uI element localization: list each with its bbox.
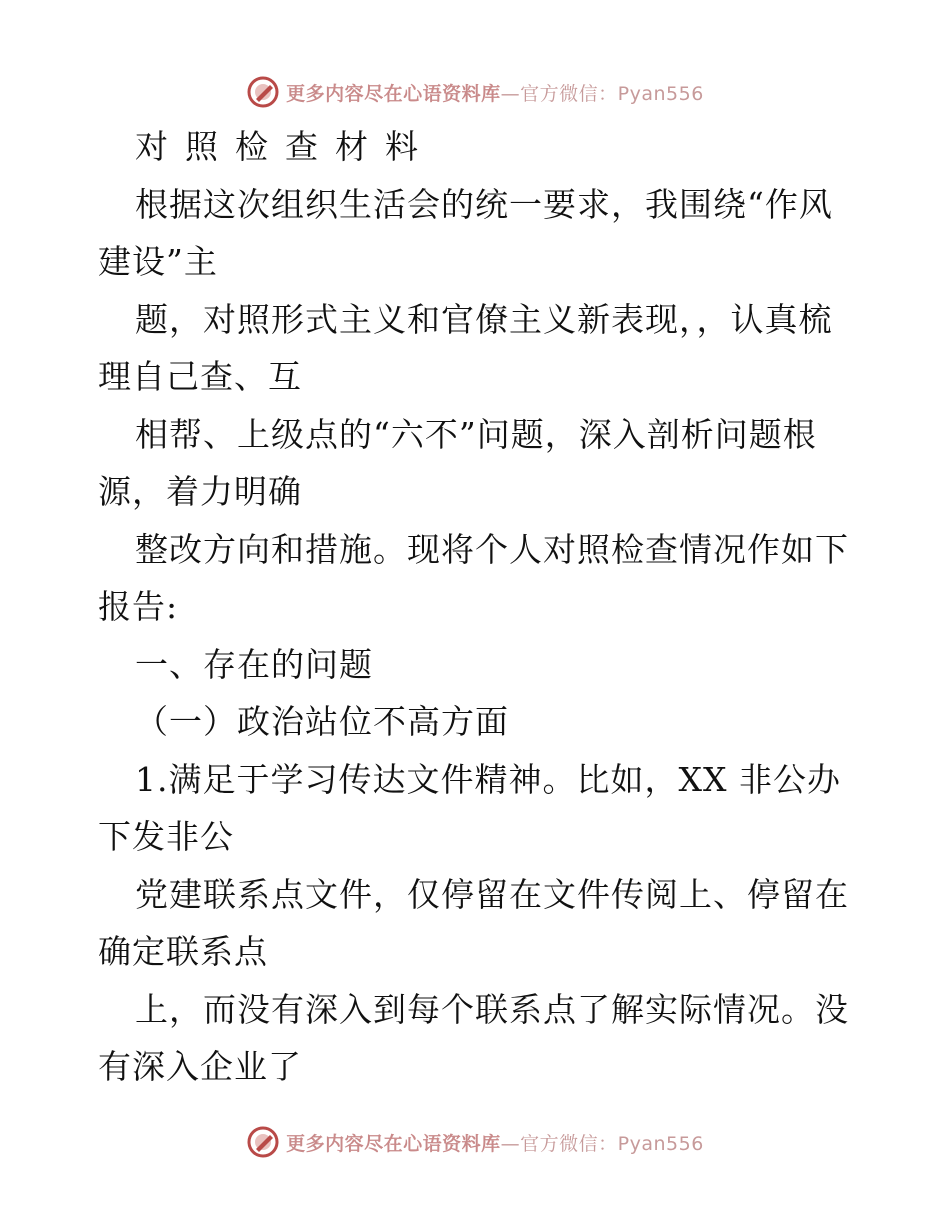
footer-banner-lead: 更多内容尽在心语资料库 [286, 1132, 501, 1155]
paragraph-line: 整改方向和措施。现将个人对照检查情况作如下 [135, 529, 849, 569]
paragraph-line: 确定联系点 [98, 932, 268, 971]
paragraph-line: 下发非公 [98, 817, 234, 856]
paragraph-line: 源，着力明确 [98, 472, 302, 511]
paragraph-line: 根据这次组织生活会的统一要求，我围绕“作风 [135, 184, 833, 224]
paragraph-line: 有深入企业了 [98, 1047, 302, 1086]
paragraph-line: 理自己查、互 [98, 357, 302, 396]
paragraph-line: 1.满足于学习传达文件精神。比如，XX 非公办 [135, 759, 841, 799]
subsection-heading: （一）政治站位不高方面 [135, 702, 509, 741]
section-heading: 一、存在的问题 [135, 644, 373, 684]
paragraph-line: 题，对照形式主义和官僚主义新表现，，认真梳 [135, 299, 833, 339]
header-banner-tail: —官方微信：Pyan556 [500, 82, 704, 105]
footer-banner [0, 1122, 950, 1162]
red-seal-pen-icon [246, 1125, 280, 1159]
header-banner-lead: 更多内容尽在心语资料库 [286, 82, 501, 105]
header-banner [0, 72, 950, 112]
paragraph-line: 党建联系点文件，仅停留在文件传阅上、停留在 [135, 874, 849, 914]
document-body [98, 118, 858, 1096]
red-seal-pen-icon [246, 75, 280, 109]
footer-banner-tail: —官方微信：Pyan556 [500, 1132, 704, 1155]
paragraph-line: 上，而没有深入到每个联系点了解实际情况。没 [135, 989, 849, 1029]
document-title: 对照检查材料 [135, 127, 435, 166]
footer-banner-text [286, 1129, 704, 1156]
header-banner-text [286, 79, 704, 106]
paragraph-line: 建设”主 [98, 242, 218, 281]
paragraph-line: 相帮、上级点的“六不”问题，深入剖析问题根 [135, 414, 817, 454]
paragraph-line: 报告: [98, 587, 179, 626]
